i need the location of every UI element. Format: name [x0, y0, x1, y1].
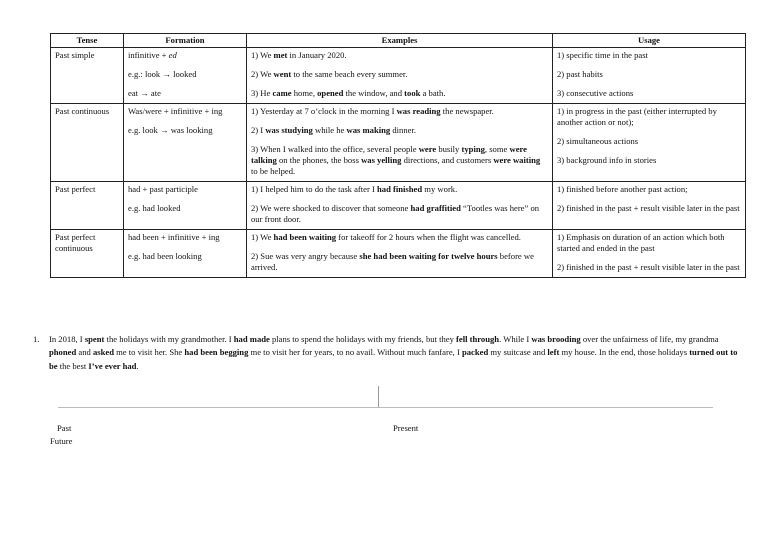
bold-text: left: [547, 347, 560, 358]
bold-text: met: [273, 50, 288, 60]
usage-line: [557, 106, 741, 128]
text-run: 1) finished before another past action;: [557, 184, 688, 194]
examples-line: [251, 125, 548, 136]
text-run: a bath.: [420, 88, 446, 98]
bold-text: were talking: [251, 144, 527, 165]
formation-cell: [124, 230, 247, 278]
table-row: [51, 182, 746, 230]
header-formation: Formation: [124, 34, 247, 48]
usage-cell: [553, 48, 746, 104]
examples-cell: [247, 104, 553, 182]
text-run: 2) We: [251, 69, 274, 79]
bold-text: turned out to be: [49, 347, 738, 371]
examples-line: [251, 50, 548, 61]
usage-line: [557, 184, 741, 195]
examples-line: [251, 203, 548, 225]
table-row: [51, 230, 746, 278]
text-run: 1) I helped him to do the task after I: [251, 184, 378, 194]
tense-cell: Past perfect: [51, 182, 124, 230]
text-run: , some: [484, 144, 510, 154]
tense-cell: Past perfect continuous: [51, 230, 124, 278]
italic-text: ed: [168, 50, 177, 60]
text-run: and: [76, 347, 93, 358]
bold-text: was brooding: [531, 334, 581, 344]
header-usage: Usage: [553, 34, 746, 48]
formation-line: [128, 184, 242, 195]
text-run: 2) We were shocked to discover that someone: [251, 203, 411, 213]
text-run: my suitcase and: [488, 347, 548, 358]
examples-line: [251, 184, 548, 195]
text-run: 1) in progress in the past (either interrupted by another action or not);: [557, 106, 717, 127]
examples-cell: [247, 182, 553, 230]
text-run: busily: [436, 144, 462, 154]
tense-cell: Past simple: [51, 48, 124, 104]
text-run: e.g. had been looking: [128, 251, 202, 261]
header-tense: Tense: [51, 34, 124, 48]
tenses-table: [50, 33, 746, 278]
bold-text: had graffitied: [410, 203, 461, 213]
bold-text: was yelling: [361, 155, 402, 165]
formation-line: [128, 69, 242, 80]
bold-text: typing: [461, 144, 485, 154]
text-run: 2) simultaneous actions: [557, 136, 639, 146]
text-run: my work.: [422, 184, 458, 194]
text-run: 1) We: [251, 50, 274, 60]
text-run: e.g.: look → looked: [128, 69, 197, 79]
usage-line: [557, 203, 741, 214]
formation-line: [128, 232, 242, 243]
bold-text: opened: [317, 88, 344, 98]
usage-line: [557, 262, 741, 273]
text-run: to be helped.: [251, 166, 296, 176]
text-run: directions, and customers: [401, 155, 494, 165]
usage-cell: [553, 230, 746, 278]
bold-text: were: [418, 144, 437, 154]
text-run: on the phones, the boss: [276, 155, 362, 165]
bold-text: packed: [461, 347, 489, 358]
bold-text: was making: [346, 125, 391, 135]
examples-line: [251, 106, 548, 117]
usage-line: [557, 50, 741, 61]
text-run: had been + infinitive + ing: [128, 232, 220, 242]
text-run: 3) consecutive actions: [557, 88, 634, 98]
table-row: [51, 104, 746, 182]
examples-cell: [247, 230, 553, 278]
text-run: 1) Emphasis on duration of an action which both started and ended in the past: [557, 232, 725, 253]
bold-text: was reading: [396, 106, 441, 116]
text-run: the window, and: [343, 88, 405, 98]
text-run: plans to spend the holidays with my friends, but they: [269, 334, 457, 344]
bold-text: I’ve ever had: [88, 360, 137, 371]
text-run: 2) I: [251, 125, 266, 135]
bold-text: phoned: [49, 347, 77, 358]
examples-line: [251, 88, 548, 99]
text-run: dinner.: [390, 125, 416, 135]
text-run: 3) When I walked into the office, several people: [251, 144, 419, 154]
timeline-label-future: Future: [50, 436, 73, 446]
text-run: 2) finished in the past + result visible later in the past: [557, 203, 740, 213]
text-run: before we arrived.: [251, 251, 534, 272]
formation-cell: [124, 104, 247, 182]
table-header-row: [51, 34, 746, 48]
text-run: my house. In the end, those holidays: [559, 347, 690, 358]
usage-line: [557, 69, 741, 80]
examples-line: [251, 69, 548, 80]
formation-line: [128, 125, 242, 136]
timeline-label-present: Present: [393, 423, 419, 433]
usage-cell: [553, 104, 746, 182]
bold-text: had made: [233, 334, 270, 344]
text-run: eat → ate: [128, 88, 161, 98]
bold-text: had been begging: [184, 347, 249, 358]
text-run: while he: [312, 125, 347, 135]
formation-line: [128, 203, 242, 214]
formation-cell: [124, 182, 247, 230]
text-run: the holidays with my grandmother. I: [104, 334, 234, 344]
formation-cell: [124, 48, 247, 104]
bold-text: was studying: [265, 125, 313, 135]
exercise-text: [49, 333, 745, 373]
examples-line: [251, 251, 548, 273]
text-run: infinitive +: [128, 50, 169, 60]
bold-text: came: [272, 88, 292, 98]
text-run: “Tootles was here” on our front door.: [251, 203, 540, 224]
text-run: 2) Sue was very angry because: [251, 251, 360, 261]
bold-text: had been waiting: [273, 232, 337, 242]
text-run: 1) specific time in the past: [557, 50, 648, 60]
timeline-present-marker: [378, 386, 379, 407]
text-run: 2) past habits: [557, 69, 603, 79]
timeline-label-past: Past: [57, 423, 72, 433]
table-row: [51, 48, 746, 104]
text-run: 1) We: [251, 232, 274, 242]
text-run: . While I: [499, 334, 532, 344]
text-run: 2) finished in the past + result visible later in the past: [557, 262, 740, 272]
text-run: 3) He: [251, 88, 273, 98]
header-examples: Examples: [247, 34, 553, 48]
bold-text: she had been waiting for twelve hours: [359, 251, 498, 261]
text-run: home,: [291, 88, 318, 98]
text-run: in January 2020.: [287, 50, 347, 60]
examples-cell: [247, 48, 553, 104]
bold-text: had finished: [377, 184, 423, 194]
text-run: 3) background info in stories: [557, 155, 657, 165]
bold-text: asked: [92, 347, 114, 358]
bold-text: fell through: [456, 334, 500, 344]
bold-text: went: [273, 69, 292, 79]
usage-line: [557, 88, 741, 99]
text-run: over the unfairness of life, my grandma: [580, 334, 719, 344]
formation-line: [128, 106, 242, 117]
formation-line: [128, 88, 242, 99]
usage-cell: [553, 182, 746, 230]
examples-line: [251, 232, 548, 243]
exercise-paragraph: [33, 333, 745, 373]
bold-text: were waiting: [493, 155, 541, 165]
text-run: me to visit her for years, to no avail. Without much fanfare, I: [248, 347, 462, 358]
bold-text: took: [404, 88, 421, 98]
text-run: 1) Yesterday at 7 o’clock in the morning I: [251, 106, 397, 116]
text-run: me to visit her. She: [113, 347, 185, 358]
text-run: In 2018, I: [49, 334, 85, 344]
formation-line: [128, 50, 242, 61]
text-run: to the same beach every summer.: [291, 69, 408, 79]
text-run: for takeoff for 2 hours when the flight was cancelled.: [336, 232, 521, 242]
usage-line: [557, 155, 741, 166]
text-run: e.g. look → was looking: [128, 125, 213, 135]
text-run: Was/were + infinitive + ing: [128, 106, 223, 116]
examples-line: [251, 144, 548, 177]
text-run: e.g. had looked: [128, 203, 181, 213]
formation-line: [128, 251, 242, 262]
usage-line: [557, 232, 741, 254]
usage-line: [557, 136, 741, 147]
tense-cell: Past continuous: [51, 104, 124, 182]
bold-text: spent: [84, 334, 105, 344]
text-run: .: [136, 360, 139, 371]
text-run: the best: [57, 360, 89, 371]
exercise-number: 1.: [33, 334, 40, 344]
timeline-line: [58, 407, 713, 408]
text-run: had + past participle: [128, 184, 198, 194]
text-run: the newspaper.: [440, 106, 494, 116]
